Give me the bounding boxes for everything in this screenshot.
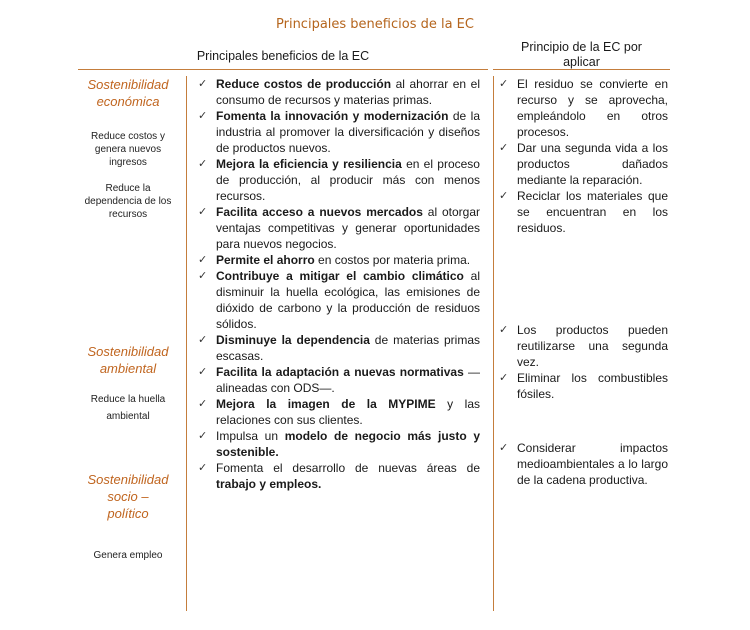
check-icon: ✓ <box>499 141 509 154</box>
principle-item <box>493 322 668 370</box>
principle-item <box>493 370 668 402</box>
benefit-item <box>192 364 480 396</box>
principle-text: Considerar impactos medioambientales a lo largo de la cadena productiva. <box>517 441 668 487</box>
check-icon: ✓ <box>198 157 208 170</box>
benefit-bold: Fomenta la innovación y modernización <box>216 109 449 123</box>
principle-item <box>493 188 668 236</box>
benefit-item <box>192 76 480 108</box>
benefit-text: al otorgar ventajas competitivas y generar oportunidades para nuevos negocios. <box>216 205 481 251</box>
document-title: Principales beneficios de la EC <box>276 17 474 32</box>
section-title <box>70 343 186 377</box>
check-icon: ✓ <box>499 441 509 454</box>
benefit-bold: Mejora la eficiencia y resiliencia <box>216 157 402 171</box>
benefit-text: en el proceso de producción, al producir más con menos recursos. <box>216 157 480 203</box>
section-socio-political <box>70 471 186 562</box>
benefit-item <box>192 428 480 460</box>
section-desc-line: ingresos <box>109 157 147 168</box>
principle-item <box>493 76 668 140</box>
check-icon: ✓ <box>198 333 208 346</box>
benefit-bold: Disminuye la dependencia <box>216 333 370 347</box>
check-icon: ✓ <box>499 77 509 90</box>
section-desc-line: ambiental <box>106 411 150 422</box>
benefit-text: al ahorrar en el consumo de recursos y materias primas. <box>216 77 480 107</box>
benefit-bold: Reduce costos de producción <box>216 77 392 91</box>
benefit-item <box>192 108 480 156</box>
benefit-item <box>192 332 480 364</box>
benefit-item <box>192 268 480 332</box>
benefit-text: al disminuir la huella ecológica, las emisiones de dióxido de carbono y la producción de residuos sólidos. <box>216 269 480 331</box>
benefit-bold: trabajo y empleos. <box>216 477 322 491</box>
principle-item <box>493 140 668 188</box>
section-title-line: socio – <box>107 489 149 504</box>
section-title-line: político <box>107 506 149 521</box>
column-divider-1 <box>186 76 187 611</box>
check-icon: ✓ <box>198 77 208 90</box>
benefit-text: Impulsa un <box>216 429 285 443</box>
principles-list <box>493 76 668 488</box>
section-description <box>70 549 186 562</box>
section-desc-line: recursos <box>108 209 148 220</box>
check-icon: ✓ <box>198 365 208 378</box>
check-icon: ✓ <box>198 461 208 474</box>
benefit-bold: Facilita la adaptación a nuevas normativas <box>216 365 464 379</box>
benefit-bold: Facilita acceso a nuevos mercados <box>216 205 423 219</box>
check-icon: ✓ <box>198 429 208 442</box>
benefit-bold: Permite el ahorro <box>216 253 315 267</box>
principles-header-line-2: aplicar <box>563 55 600 69</box>
benefit-item <box>192 252 480 268</box>
benefit-item <box>192 460 480 492</box>
section-desc-line: Reduce la <box>105 183 151 194</box>
benefit-text: —alineadas con ODS—. <box>216 365 480 395</box>
principles-header-line-1: Principio de la EC por <box>521 40 642 54</box>
section-desc-line: dependencia de los <box>84 196 172 207</box>
section-title <box>70 471 186 522</box>
section-title-line: ambiental <box>99 361 157 376</box>
section-desc-line: Reduce costos y <box>91 131 165 142</box>
principle-text: Reciclar los materiales que se encuentran en los residuos. <box>517 189 668 235</box>
check-icon: ✓ <box>499 323 509 336</box>
principle-text: Dar una segunda vida a los productos dañados mediante la reparación. <box>517 141 668 187</box>
benefit-item <box>192 396 480 428</box>
check-icon: ✓ <box>198 205 208 218</box>
section-title-line: económica <box>96 94 160 109</box>
benefits-column-header: Principales beneficios de la EC <box>196 49 370 63</box>
benefit-item <box>192 156 480 204</box>
benefit-text: y las relaciones con sus clientes. <box>216 397 480 427</box>
benefit-text: de materias primas escasas. <box>216 333 481 363</box>
check-icon: ✓ <box>198 109 208 122</box>
benefit-bold: modelo de negocio más justo y sostenible. <box>216 429 480 459</box>
section-desc-spacer <box>70 169 186 182</box>
check-icon: ✓ <box>198 253 208 266</box>
principle-text: El residuo se convierte en recurso y se aprovecha, empleándolo en otros procesos. <box>517 77 668 139</box>
principle-text: Los productos pueden reutilizarse una segunda vez. <box>517 323 668 369</box>
check-icon: ✓ <box>499 371 509 384</box>
section-description <box>70 391 186 425</box>
benefit-text: de la industria al promover la diversificación y diseños de productos nuevos. <box>216 109 480 155</box>
principles-column-header <box>493 40 670 70</box>
benefit-bold: Contribuye a mitigar el cambio climático <box>216 269 464 283</box>
section-description <box>70 130 186 221</box>
section-title <box>70 76 186 110</box>
section-desc-line: Reduce la huella <box>90 394 166 405</box>
header-rule-left <box>78 69 488 70</box>
benefit-bold: Mejora la imagen de la MYPIME <box>216 397 436 411</box>
benefit-text: en costos por materia prima. <box>314 253 471 267</box>
section-title-line: Sostenibilidad <box>87 77 169 92</box>
header-rule-right <box>493 69 670 70</box>
check-icon: ✓ <box>198 269 208 282</box>
section-desc-line: Genera empleo <box>93 550 163 561</box>
section-title-line: Sostenibilidad <box>87 344 169 359</box>
benefits-list <box>192 76 480 492</box>
section-environmental <box>70 343 186 425</box>
section-title-line: Sostenibilidad <box>87 472 169 487</box>
check-icon: ✓ <box>499 189 509 202</box>
principle-item <box>493 440 668 488</box>
check-icon: ✓ <box>198 397 208 410</box>
section-economic <box>70 76 186 221</box>
benefit-text: Fomenta el desarrollo de nuevas áreas de <box>216 461 480 475</box>
principle-text: Eliminar los combustibles fósiles. <box>517 371 668 401</box>
section-desc-line: genera nuevos <box>94 144 162 155</box>
benefit-item <box>192 204 480 252</box>
